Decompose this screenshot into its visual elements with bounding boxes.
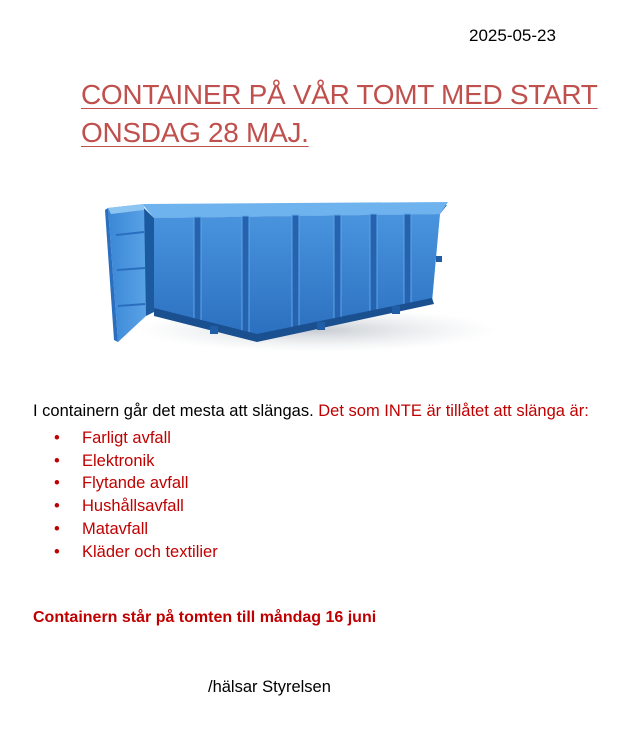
prohibited-items-list xyxy=(54,427,218,563)
signoff: /hälsar Styrelsen xyxy=(208,678,331,696)
page-title xyxy=(81,76,621,152)
title-line-1: CONTAINER PÅ VÅR TOMT MED START xyxy=(81,79,598,110)
document-date: 2025-05-23 xyxy=(469,26,556,45)
title-line-2: ONSDAG 28 MAJ. xyxy=(81,117,309,148)
list-item: • Elektronik xyxy=(54,450,218,473)
list-item: • Flytande avfall xyxy=(54,472,218,495)
list-item: • Hushållsavfall xyxy=(54,495,218,518)
list-item: • Kläder och textilier xyxy=(54,541,218,564)
pickup-notice: Containern står på tomten till måndag 16 juni xyxy=(33,609,377,626)
intro-text: I containern går det mesta att slängas. xyxy=(33,402,314,420)
intro-paragraph xyxy=(33,402,589,421)
list-item: • Farligt avfall xyxy=(54,427,218,450)
intro-warning: Det som INTE är tillåtet att slänga är: xyxy=(318,402,589,420)
dumpster-container-icon xyxy=(102,190,494,360)
list-item: • Matavfall xyxy=(54,518,218,541)
